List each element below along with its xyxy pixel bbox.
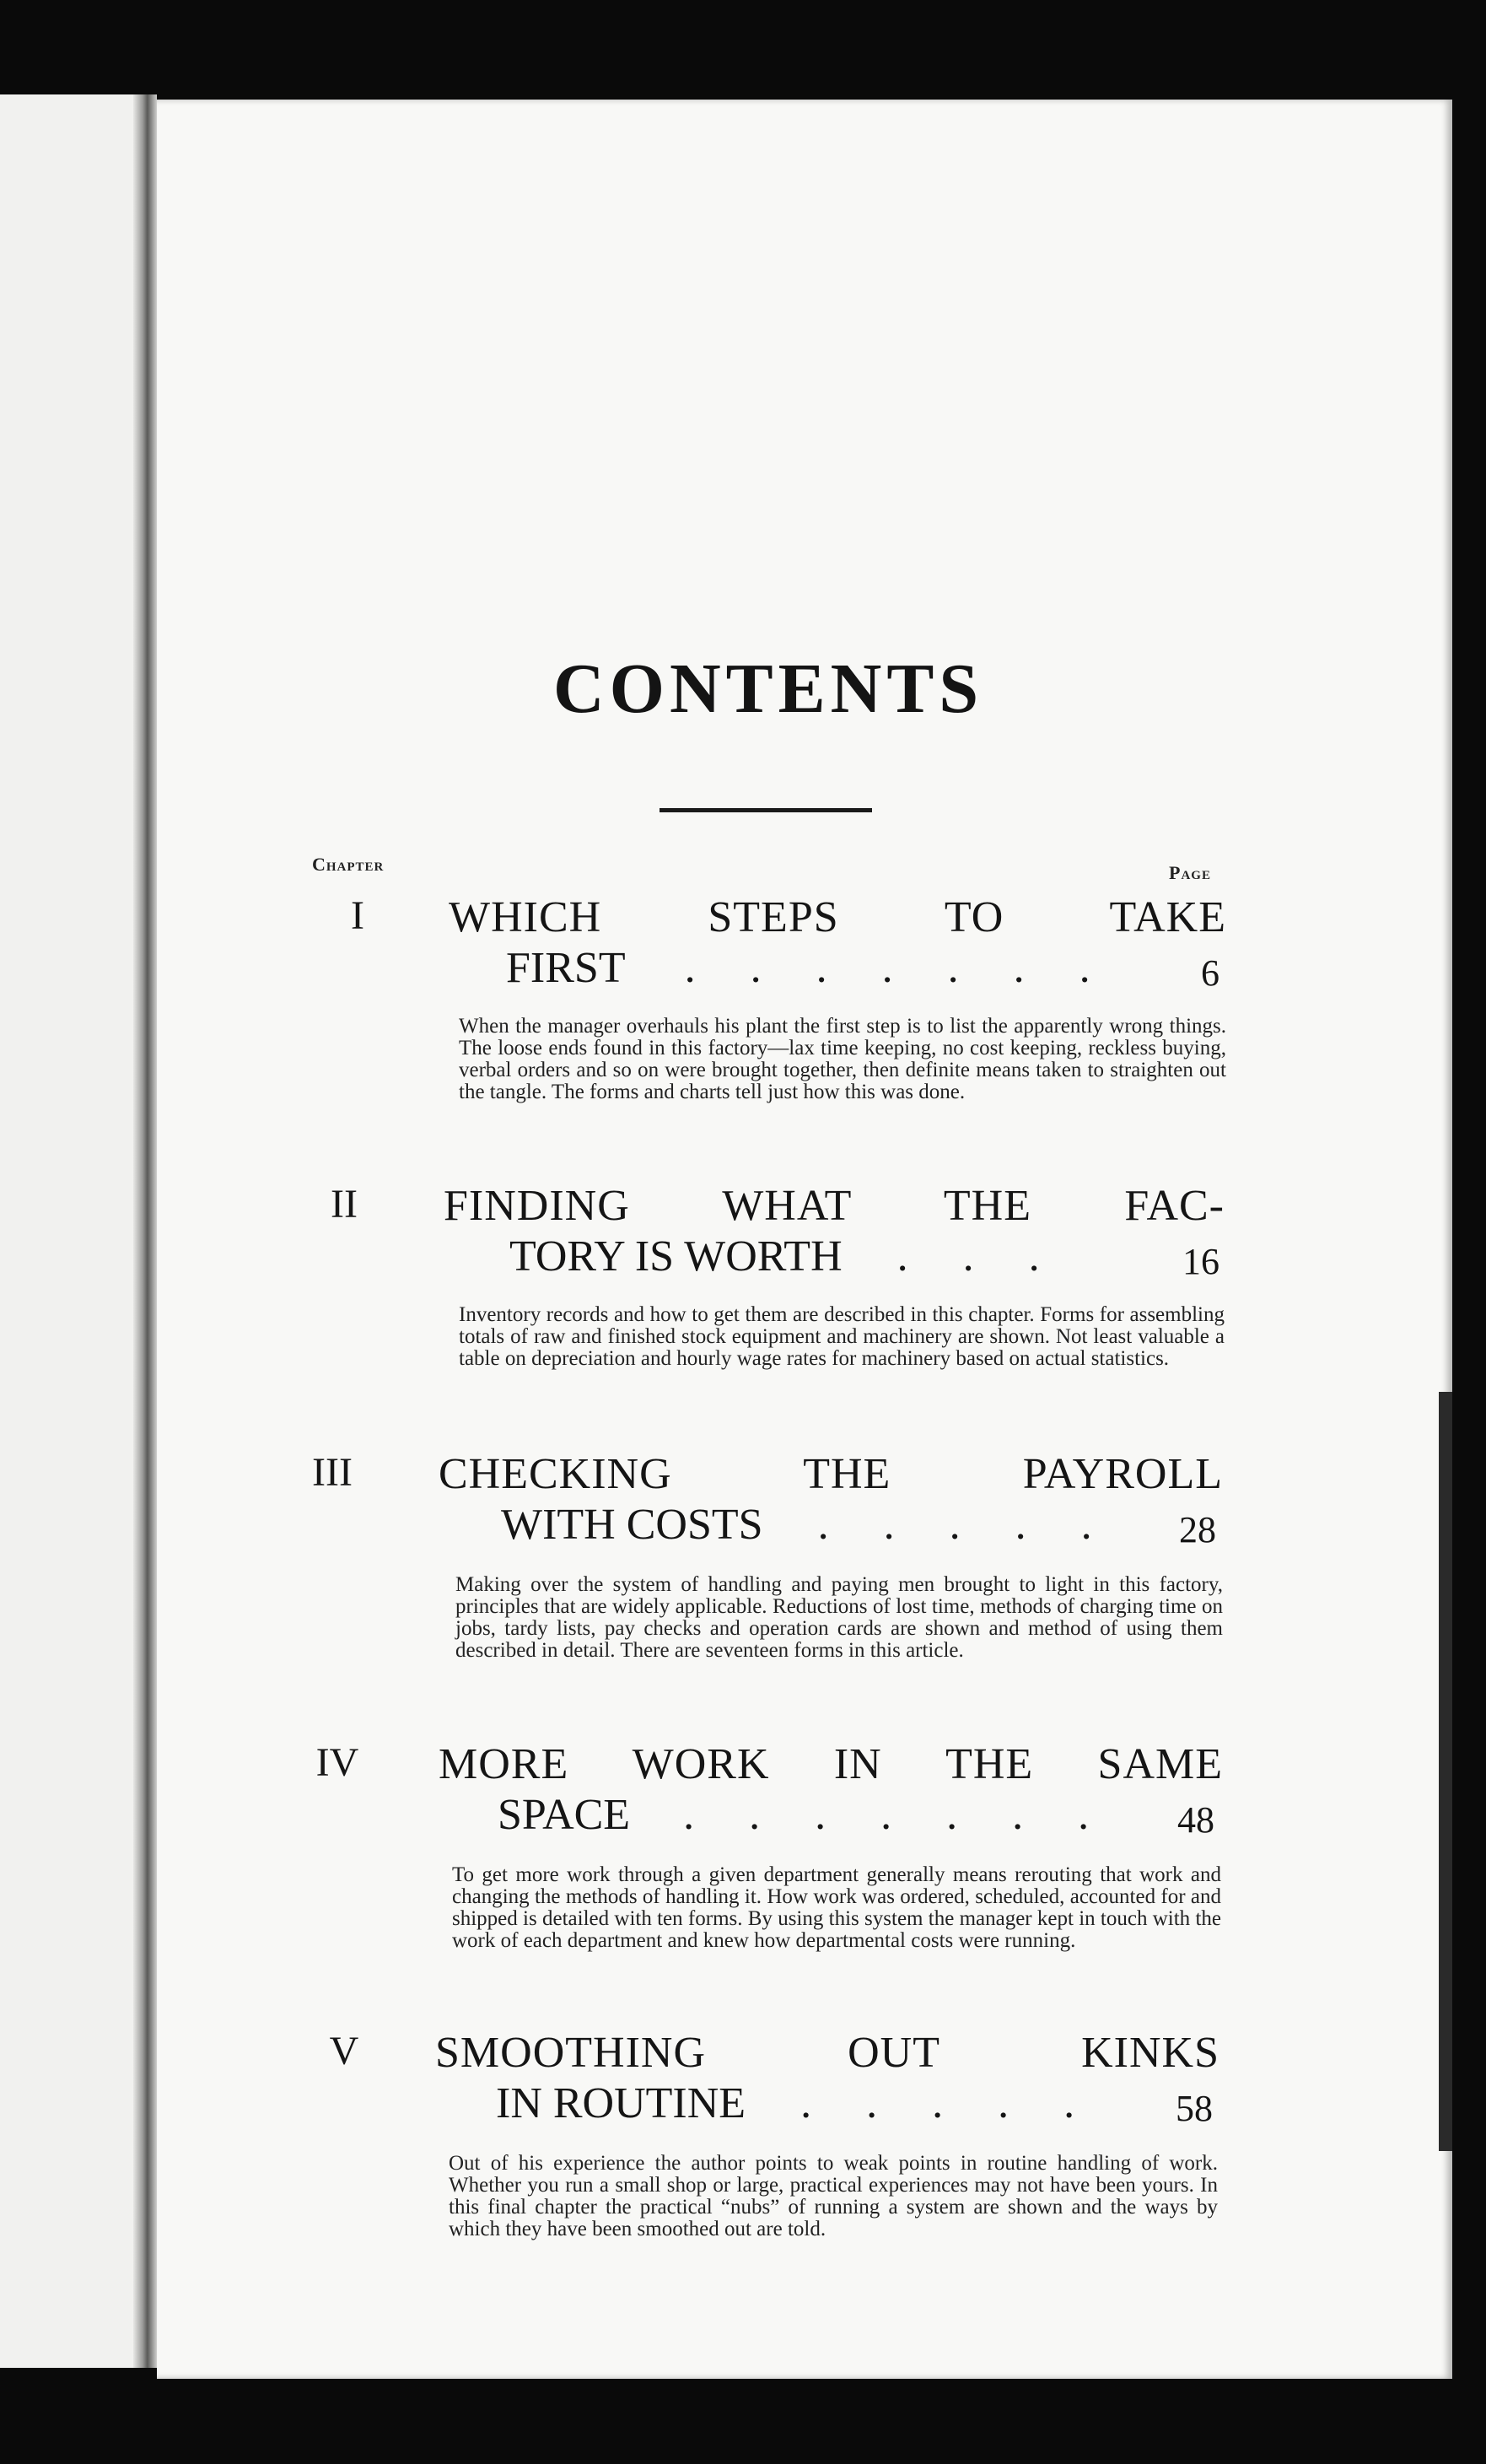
chapter-summary: Out of his experience the author points to weak points in routine handling of work. Whether you run a small shop or large, practical experiences may not have been yours. In this final chapter the practical “nubs” of running a system are shown and the ways by which they have been smoothed out are told. (449, 2152, 1218, 2240)
dot-leaders: . . . . . (817, 1501, 1114, 1549)
dot-leaders: . . . (896, 1232, 1062, 1281)
chapter-column-header: Chapter (312, 854, 385, 875)
chapter-numeral: III (312, 1450, 353, 1495)
page-edge-shadow (1439, 1392, 1452, 2151)
page-number: 48 (1177, 1799, 1214, 1841)
chapter-numeral: I (351, 893, 364, 938)
heading-line2-text: IN ROUTINE (496, 2079, 746, 2127)
heading-line2-text: WITH COSTS (501, 1501, 763, 1549)
dot-leaders: . . . . . . . (684, 944, 1112, 992)
dot-leaders: . . . . . . . (683, 1791, 1112, 1839)
title-rule (660, 808, 872, 812)
page-number: 6 (1201, 952, 1219, 994)
dot-leaders: . . . . . (800, 2079, 1097, 2127)
chapter-heading-line1: WHICH STEPS TO TAKE (449, 893, 1226, 941)
chapter-heading-line2 (496, 2078, 1096, 2129)
page-title: CONTENTS (552, 650, 984, 728)
chapter-summary: When the manager overhauls his plant the first step is to list the apparently wrong things. The loose ends found in this factory—lax time keeping, no cost keeping, reckless buying, verbal orders and so on were brought together, then definite means taken to straighten out the tangle. The forms and charts tell just how this was done. (459, 1015, 1226, 1103)
heading-line2-text: FIRST (506, 944, 625, 992)
chapter-heading-line2 (509, 1232, 1062, 1282)
chapter-heading-line1: FINDING WHAT THE FAC- (444, 1182, 1225, 1230)
page-number: 28 (1179, 1509, 1216, 1550)
facing-page-edge (0, 94, 145, 2368)
book-gutter (133, 94, 157, 2368)
chapter-heading-line2 (506, 943, 1112, 994)
chapter-numeral: II (331, 1182, 358, 1227)
chapter-heading-line1: MORE WORK IN THE SAME (439, 1740, 1223, 1788)
page-number: 58 (1176, 2088, 1213, 2129)
chapter-summary: Making over the system of handling and paying men brought to light in this factory, principles that are widely applicable. Reductions of lost time, methods of charging time on jobs, tardy lists, pay checks and operation cards are shown and method of using them described in detail. There are seventeen forms in this article. (455, 1573, 1223, 1662)
chapter-summary: Inventory records and how to get them are described in this chapter. Forms for assembling totals of raw and finished stock equipment and machinery are shown. Not least valuable a table on depreciation and hourly wage rates for machinery based on actual statistics. (459, 1303, 1225, 1370)
page-column-header: Page (1169, 862, 1211, 883)
chapter-heading-line1: CHECKING THE PAYROLL (439, 1450, 1223, 1498)
chapter-heading-line2 (498, 1790, 1111, 1841)
chapter-heading-line2 (501, 1500, 1114, 1550)
chapter-numeral: V (329, 2029, 359, 2073)
page-number: 16 (1182, 1241, 1219, 1282)
contents-page (157, 100, 1452, 2379)
heading-line2-text: SPACE (498, 1791, 631, 1839)
chapter-summary: To get more work through a given department generally means rerouting that work and changing the methods of handling it. How work was ordered, scheduled, accounted for and shipped is detailed with ten forms. By using this system the manager kept in touch with the work of each department and knew how departmental costs were running. (452, 1863, 1221, 1952)
heading-line2-text: TORY IS WORTH (509, 1232, 843, 1281)
chapter-numeral: IV (315, 1740, 359, 1785)
chapter-heading-line1: SMOOTHING OUT KINKS (435, 2029, 1219, 2077)
